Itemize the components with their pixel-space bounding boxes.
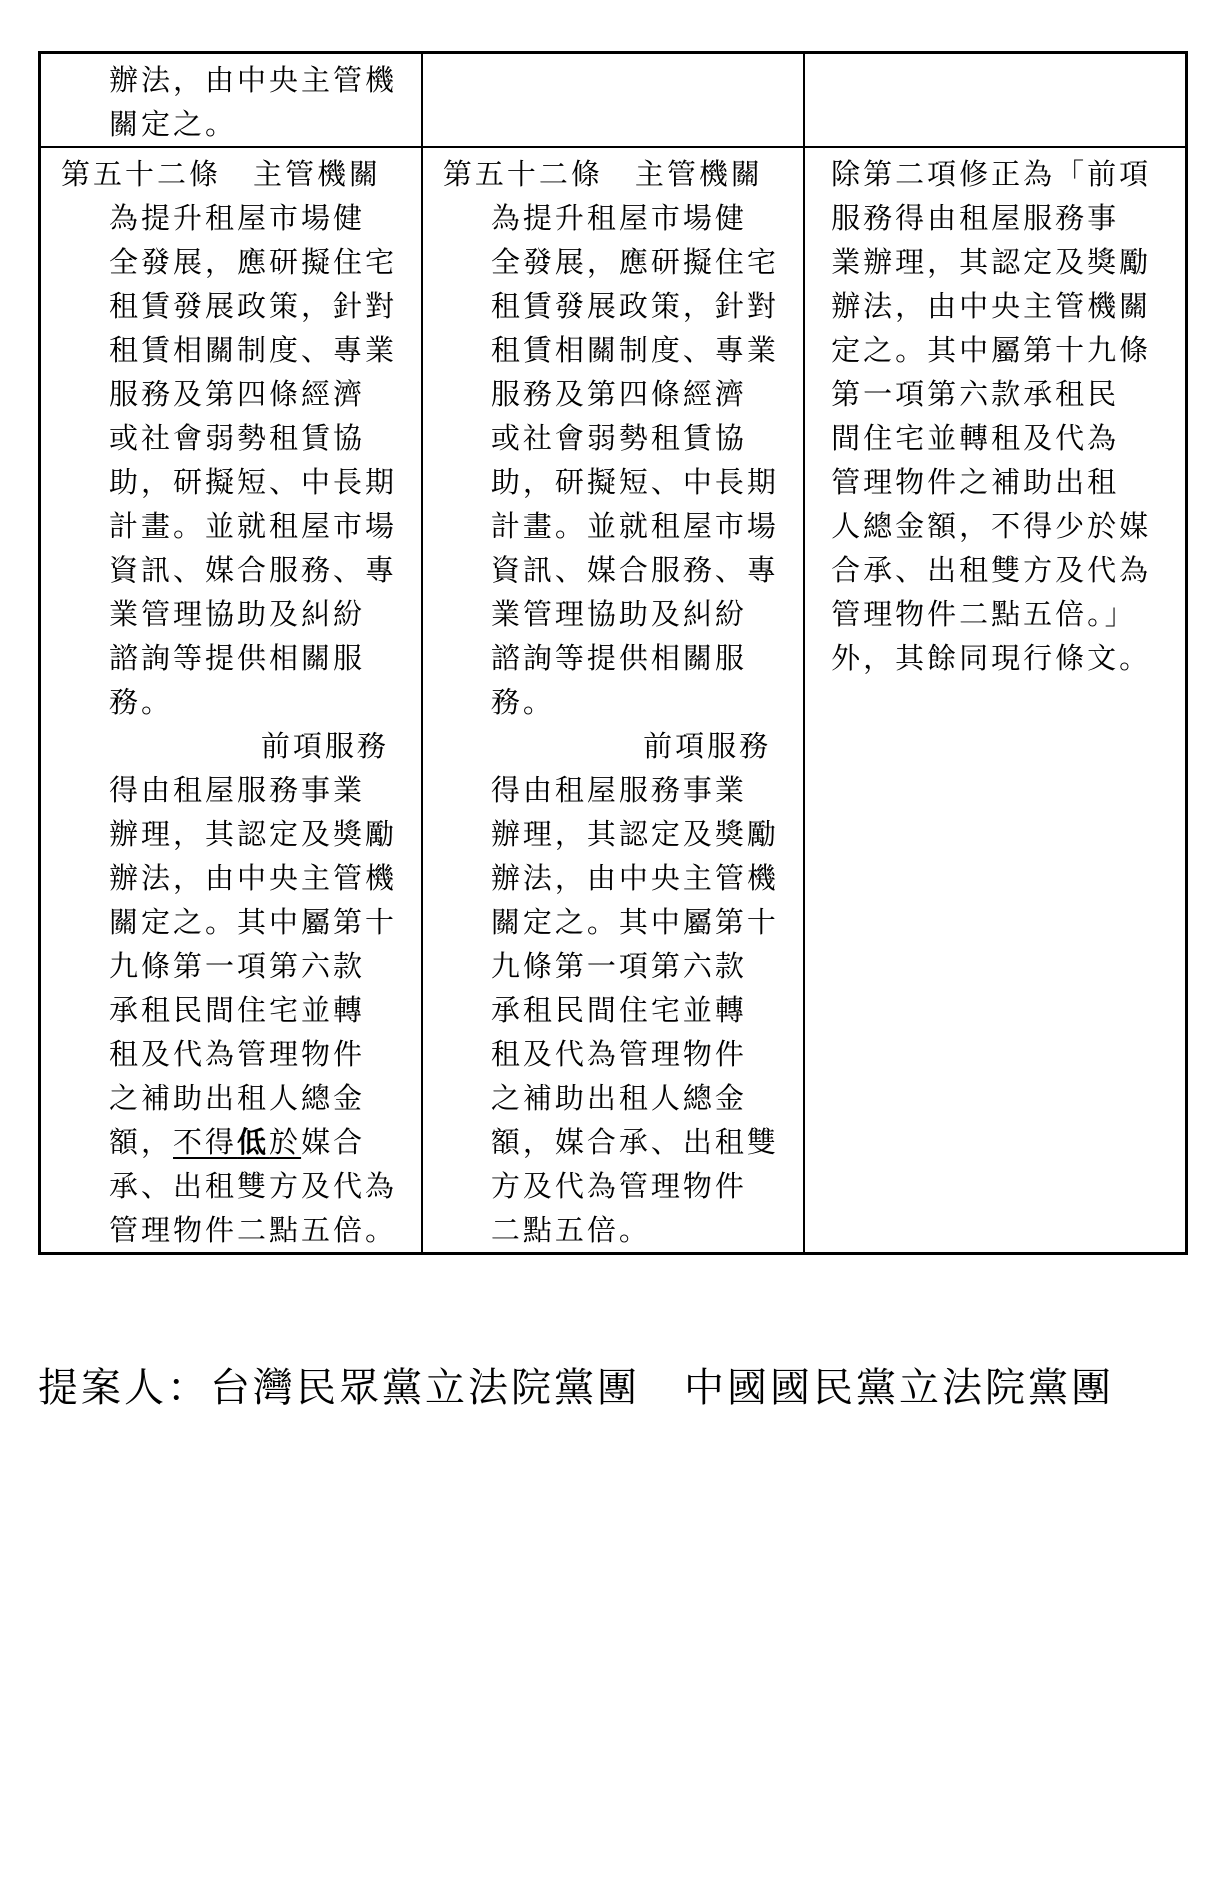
amended-heading: 第五十二條 主管機關 <box>61 157 382 191</box>
text-line: 為提升租屋市場健 <box>109 201 366 235</box>
text-line: 業辦理，其認定及獎勵 <box>831 245 1152 279</box>
text-line: 之補助出租人總金 <box>490 1081 747 1115</box>
text-line: 辦法，由中央主管機 <box>490 861 779 895</box>
text-line: 關定之。其中屬第十 <box>490 905 779 939</box>
text-line: 服務及第四條經濟 <box>490 377 747 411</box>
text-line: 方及代為管理物件 <box>490 1169 747 1203</box>
text-line: 業管理協助及糾紛 <box>490 597 747 631</box>
text-line: 辦理，其認定及獎勵 <box>109 817 398 851</box>
text-line: 助，研擬短、中長期 <box>490 465 779 499</box>
text-line: 務。 <box>109 685 174 719</box>
text-line: 管理物件二點五倍。 <box>109 1213 398 1247</box>
text-line: 關定之。 <box>109 107 238 141</box>
text-line: 外，其餘同現行條文。 <box>831 641 1152 675</box>
text-line: 辦法，由中央主管機 <box>109 861 398 895</box>
table-row-article-52 <box>40 147 1187 1254</box>
text-line: 計畫。並就租屋市場 <box>109 509 398 543</box>
text-line: 關定之。其中屬第十 <box>109 905 398 939</box>
text-line: 服務及第四條經濟 <box>109 377 366 411</box>
text-line: 辦法，由中央主管機 <box>109 63 398 97</box>
text-line: 計畫。並就租屋市場 <box>490 509 779 543</box>
proposer-label: 提案人： <box>38 1365 210 1411</box>
comparison-table <box>38 51 1188 1255</box>
table-row-continued <box>40 53 1187 148</box>
cell-amended-article <box>40 147 422 1254</box>
text-line: 租賃相關制度、專業 <box>490 333 779 367</box>
text-line: 諮詢等提供相關服 <box>109 641 366 675</box>
text-line: 辦理，其認定及獎勵 <box>490 817 779 851</box>
text-line: 全發展，應研擬住宅 <box>490 245 779 279</box>
current-heading: 第五十二條 主管機關 <box>442 157 763 191</box>
text-line: 九條第一項第六款 <box>490 949 747 983</box>
cell-amended-continued <box>40 53 422 148</box>
text-line: 租及代為管理物件 <box>490 1037 747 1071</box>
text-line: 承、出租雙方及代為 <box>109 1169 398 1203</box>
text-line: 二點五倍。 <box>490 1213 651 1247</box>
text-line: 額，媒合承、出租雙 <box>490 1125 779 1159</box>
text-line: 業管理協助及糾紛 <box>109 597 366 631</box>
current-para2-first: 前項服務 <box>643 729 772 763</box>
text-line: 租賃相關制度、專業 <box>109 333 398 367</box>
text-line: 定之。其中屬第十九條 <box>831 333 1152 367</box>
text-line: 資訊、媒合服務、專 <box>109 553 398 587</box>
text-line: 得由租屋服務事業 <box>109 773 366 807</box>
cell-explanation <box>804 147 1186 1254</box>
text-line: 租賃發展政策，針對 <box>109 289 398 323</box>
text-line: 全發展，應研擬住宅 <box>109 245 398 279</box>
text-line: 承租民間住宅並轉 <box>109 993 366 1027</box>
text-line: 助，研擬短、中長期 <box>109 465 398 499</box>
text-line: 租及代為管理物件 <box>109 1037 366 1071</box>
amended-underlined-text: 不得低於 <box>173 1125 302 1159</box>
cell-explanation-continued <box>804 53 1186 148</box>
text-line: 為提升租屋市場健 <box>490 201 747 235</box>
text-line: 管理物件二點五倍。」 <box>831 597 1137 631</box>
text-line: 人總金額，不得少於媒 <box>831 509 1152 543</box>
text-line: 合承、出租雙方及代為 <box>831 553 1152 587</box>
text-line: 除第二項修正為「前項 <box>831 157 1152 191</box>
text-line: 得由租屋服務事業 <box>490 773 747 807</box>
text-line: 租賃發展政策，針對 <box>490 289 779 323</box>
cell-current-article <box>422 147 804 1254</box>
text-line: 間住宅並轉租及代為 <box>831 421 1120 455</box>
text-line: 資訊、媒合服務、專 <box>490 553 779 587</box>
text-line: 辦法，由中央主管機關 <box>831 289 1152 323</box>
text-line: 或社會弱勢租賃協 <box>109 421 366 455</box>
text-line: 承租民間住宅並轉 <box>490 993 747 1027</box>
text-line: 或社會弱勢租賃協 <box>490 421 747 455</box>
text-line: 諮詢等提供相關服 <box>490 641 747 675</box>
text-line: 管理物件之補助出租 <box>831 465 1120 499</box>
text-line: 務。 <box>490 685 555 719</box>
proposer-party-1: 台灣民眾黨立法院黨團 <box>210 1365 640 1411</box>
text-line: 九條第一項第六款 <box>109 949 366 983</box>
cell-current-continued <box>422 53 804 148</box>
text-line: 之補助出租人總金 <box>109 1081 366 1115</box>
amended-modified-line: 額，不得低於媒合 <box>109 1125 366 1159</box>
text-line: 服務得由租屋服務事 <box>831 201 1120 235</box>
proposer-party-2: 中國國民黨立法院黨團 <box>684 1365 1114 1411</box>
text-line: 第一項第六款承租民 <box>831 377 1120 411</box>
proposer-line <box>38 1360 1198 1416</box>
amended-para2-first: 前項服務 <box>260 729 389 763</box>
